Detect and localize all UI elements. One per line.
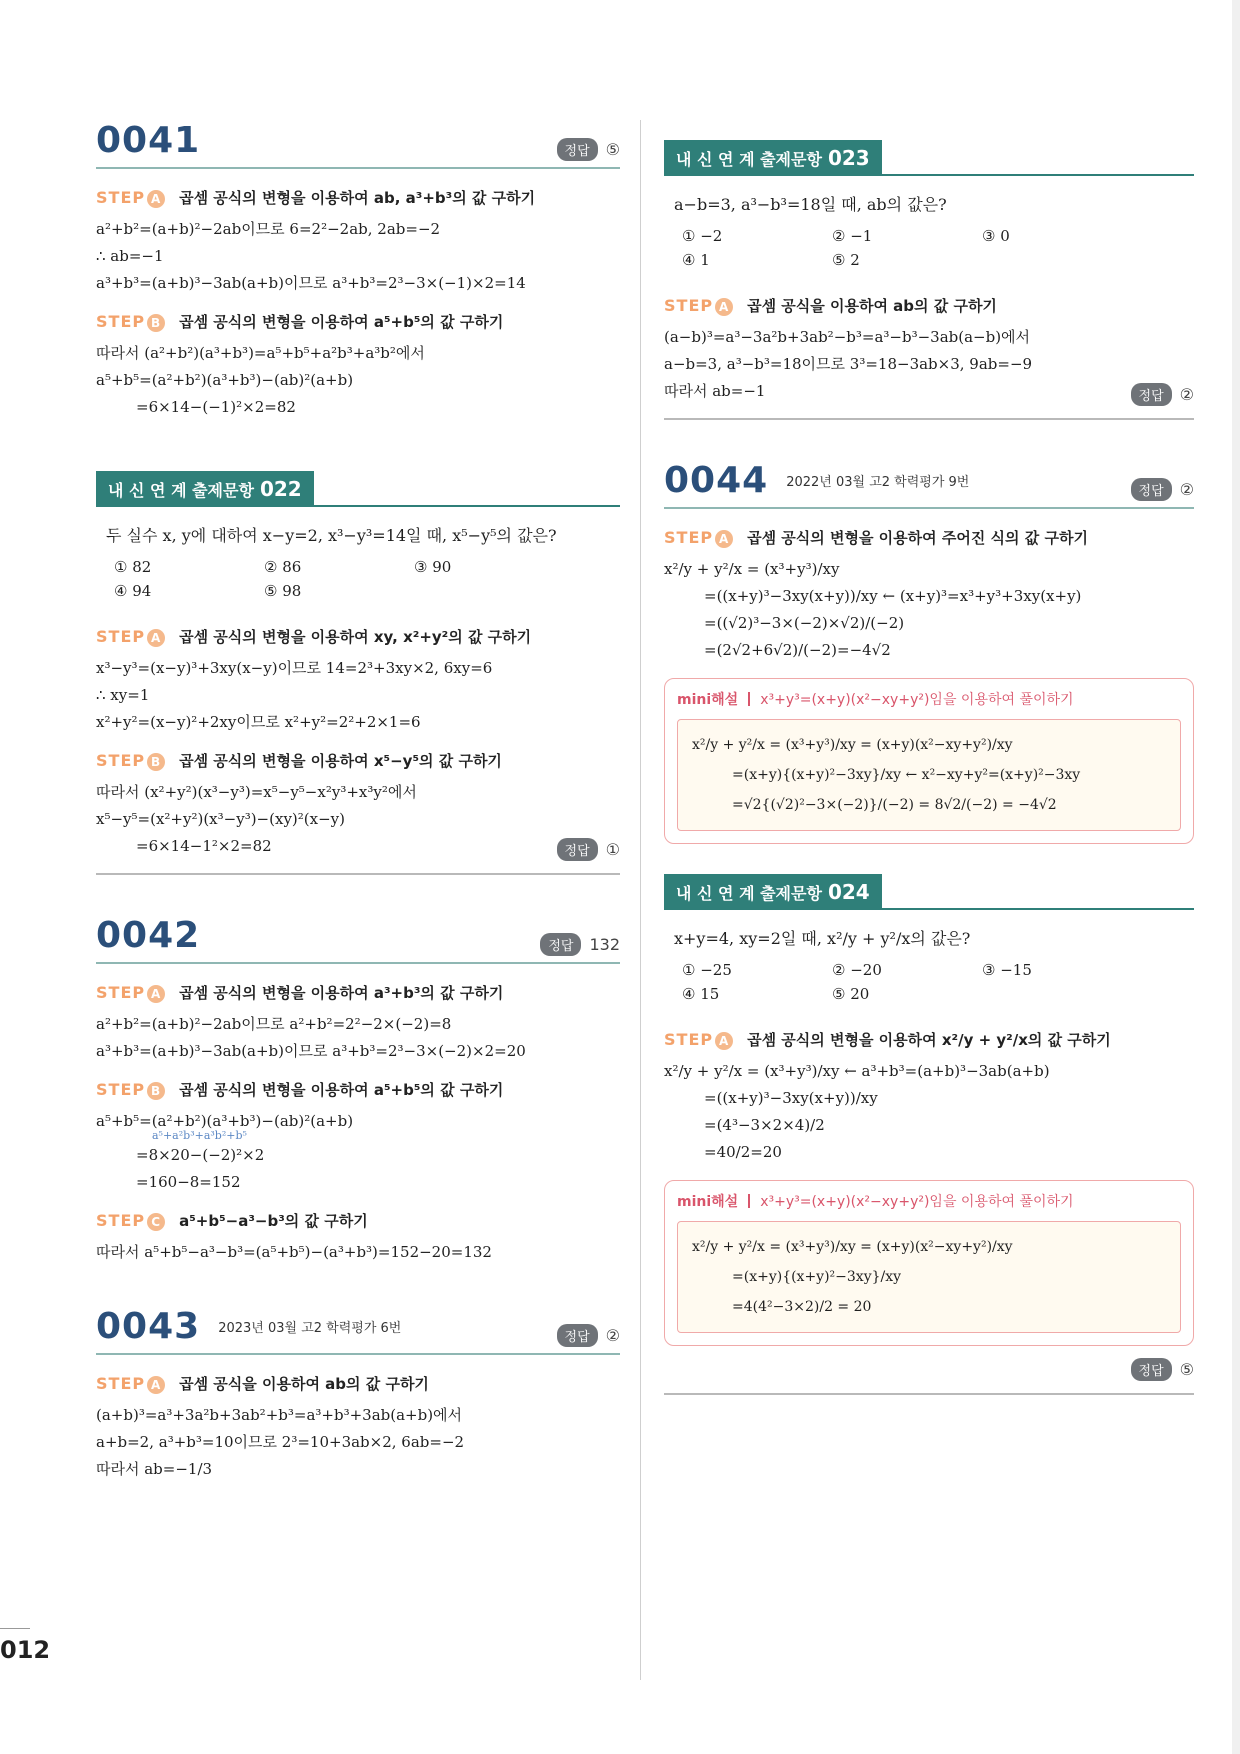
choice: ④ 15 — [682, 985, 720, 1003]
linked-header — [664, 874, 1194, 910]
step-tag: STEP A — [664, 296, 733, 316]
answer-value: ⑤ — [1179, 1360, 1194, 1379]
linked-tab: 내 신 연 계 출제문항 024 — [664, 874, 882, 910]
choice: ⑤ 20 — [832, 985, 870, 1003]
problem-0041 — [96, 120, 620, 421]
linked-rule — [882, 908, 1194, 910]
solution-line: a³+b³=(a+b)³−3ab(a+b)이므로 a³+b³=2³−3×(−2)×2=20 — [96, 1042, 526, 1060]
page-number-rule — [0, 1628, 30, 1629]
solution-line: a+b=2, a³+b³=10이므로 2³=10+3ab×2, 6ab=−2 — [96, 1433, 465, 1451]
linked-problem-023 — [664, 140, 1194, 420]
mini-header — [677, 689, 1181, 709]
answer-badge: 정답 — [557, 138, 598, 161]
step-tag: STEP A — [96, 627, 165, 647]
solution-line: (a+b)³=a³+3a²b+3ab²+b³=a³+b³+3ab(a+b)에서 — [96, 1406, 463, 1424]
linked-tab: 내 신 연 계 출제문항 022 — [96, 471, 314, 507]
linked-footer-rule — [664, 1393, 1194, 1395]
solution-line: (a−b)³=a³−3a²b+3ab²−b³=a³−b³−3ab(a−b)에서 — [664, 328, 1031, 346]
choices — [106, 558, 610, 600]
question-text: a−b=3, a³−b³=18일 때, ab의 값은? — [674, 195, 947, 214]
answer — [540, 933, 620, 956]
step-title: 곱셈 공식의 변형을 이용하여 a³+b³의 값 구하기 — [179, 984, 504, 1002]
step-tag: STEP A — [664, 528, 733, 548]
solution-line: 따라서 ab=−1 — [664, 382, 766, 400]
problem-source: 2023년 03월 고2 학력평가 6번 — [218, 1321, 402, 1336]
solution-line: =(x+y){(x+y)²−3xy}/xy ← x²−xy+y²=(x+y)²−3xy — [732, 767, 1081, 783]
answer-value: ② — [1179, 480, 1194, 499]
solution-line: =((√2)³−3×(−2)×√2)/(−2) — [704, 614, 905, 632]
linked-rule — [882, 174, 1194, 176]
problem-number: 0041 — [96, 120, 201, 161]
solution-line: a⁵+b⁵=(a²+b²)(a³+b³)−(ab)²(a+b) — [96, 1112, 354, 1130]
choices — [674, 961, 1184, 1003]
mini-body — [677, 719, 1181, 831]
solution-line: a⁵+b⁵=(a²+b²)(a³+b³)−(ab)²(a+b) — [96, 371, 354, 389]
solution-line: ∴ xy=1 — [96, 686, 150, 704]
problem-0042 — [96, 915, 620, 1266]
step-tag: STEP B — [96, 751, 165, 771]
question-text: 두 실수 x, y에 대하여 x−y=2, x³−y³=14일 때, x⁵−y⁵의 값은? — [106, 526, 557, 545]
problem-header — [96, 120, 620, 169]
solution-line: a³+b³=(a+b)³−3ab(a+b)이므로 a³+b³=2³−3×(−1)×2=14 — [96, 274, 526, 292]
linked-problem-024 — [664, 874, 1194, 1395]
choice: ② 86 — [264, 558, 302, 576]
step-title: 곱셈 공식의 변형을 이용하여 x²/y + y²/x의 값 구하기 — [747, 1031, 1111, 1049]
choice: ③ 0 — [982, 227, 1010, 245]
choice: ⑤ 2 — [832, 251, 860, 269]
solution-line: =(4³−3×2×4)/2 — [704, 1116, 825, 1134]
solution-line: x²/y + y²/x = (x³+y³)/xy = (x+y)(x²−xy+y²)/xy — [692, 1239, 1013, 1255]
expansion-note: a⁵+a²b³+a³b²+b⁵ — [152, 1129, 247, 1142]
column-divider — [640, 120, 641, 1680]
answer — [557, 138, 620, 161]
step-a — [664, 527, 1194, 548]
problem-number: 0043 — [96, 1306, 201, 1347]
solution-line: 따라서 (a²+b²)(a³+b³)=a⁵+b⁵+a²b³+a³b²에서 — [96, 344, 425, 362]
problem-header — [96, 915, 620, 964]
answer — [1131, 478, 1194, 501]
answer-value: ⑤ — [605, 140, 620, 159]
solution-line: 따라서 ab=−1/3 — [96, 1460, 213, 1478]
step-a — [664, 295, 1194, 316]
solution-line: =4(4²−3×2)/2 = 20 — [732, 1299, 872, 1315]
step-tag: STEP A — [96, 983, 165, 1003]
linked-header — [96, 471, 620, 507]
solution-line: =(x+y){(x+y)²−3xy}/xy — [732, 1269, 902, 1285]
answer-badge: 정답 — [557, 838, 598, 861]
problem-0043 — [96, 1306, 620, 1483]
choice: ① −2 — [682, 227, 723, 245]
answer-badge: 정답 — [1131, 478, 1172, 501]
solution-line: 따라서 (x²+y²)(x³−y³)=x⁵−y⁵−x²y³+x³y²에서 — [96, 783, 417, 801]
solution-line: =(2√2+6√2)/(−2)=−4√2 — [704, 641, 891, 659]
problem-header — [96, 1306, 620, 1355]
choice: ③ 90 — [414, 558, 452, 576]
solution-line: =√2{(√2)²−3×(−2)}/(−2) = 8√2/(−2) = −4√2 — [732, 797, 1057, 813]
choice: ① 82 — [114, 558, 152, 576]
question-text: x+y=4, xy=2일 때, x²/y + y²/x의 값은? — [674, 929, 971, 948]
mini-explanation — [664, 1180, 1194, 1346]
choice: ④ 94 — [114, 582, 152, 600]
answer-badge: 정답 — [557, 1324, 598, 1347]
step-title: 곱셈 공식의 변형을 이용하여 ab, a³+b³의 값 구하기 — [179, 189, 536, 207]
linked-tab: 내 신 연 계 출제문항 023 — [664, 140, 882, 176]
solution-line: =((x+y)³−3xy(x+y))/xy ← (x+y)³=x³+y³+3xy(x+y) — [704, 587, 1082, 605]
answer-badge: 정답 — [540, 933, 581, 956]
solution-line: a−b=3, a³−b³=18이므로 3³=18−3ab×3, 9ab=−9 — [664, 355, 1033, 373]
step-tag: STEP A — [664, 1030, 733, 1050]
step-title: 곱셈 공식의 변형을 이용하여 a⁵+b⁵의 값 구하기 — [179, 1081, 504, 1099]
linked-problem-022 — [96, 471, 620, 875]
mini-title: x³+y³=(x+y)(x²−xy+y²)임을 이용하여 풀이하기 — [760, 1194, 1074, 1210]
step-title: 곱셈 공식을 이용하여 ab의 값 구하기 — [747, 297, 997, 315]
step-tag: STEP A — [96, 1374, 165, 1394]
mini-title: x³+y³=(x+y)(x²−xy+y²)임을 이용하여 풀이하기 — [760, 692, 1074, 708]
step-b — [96, 1079, 620, 1100]
linked-body — [664, 176, 1194, 281]
step-tag: STEP A — [96, 188, 165, 208]
solution-line: a²+b²=(a+b)²−2ab이므로 6=2²−2ab, 2ab=−2 — [96, 220, 441, 238]
answer-badge: 정답 — [1131, 383, 1172, 406]
solution-line: x²/y + y²/x = (x³+y³)/xy — [664, 560, 840, 578]
step-title: 곱셈 공식을 이용하여 ab의 값 구하기 — [179, 1375, 429, 1393]
solution-line: =40/2=20 — [704, 1143, 782, 1161]
mini-body — [677, 1221, 1181, 1333]
solution-line: =6×14−(−1)²×2=82 — [136, 398, 296, 416]
step-tag: STEP B — [96, 1080, 165, 1100]
choice: ③ −15 — [982, 961, 1032, 979]
step-title: 곱셈 공식의 변형을 이용하여 xy, x²+y²의 값 구하기 — [179, 628, 532, 646]
answer-badge: 정답 — [1131, 1358, 1172, 1381]
step-title: 곱셈 공식의 변형을 이용하여 a⁵+b⁵의 값 구하기 — [179, 313, 504, 331]
mini-label: mini해설 — [677, 1194, 739, 1210]
mini-label: mini해설 — [677, 692, 739, 708]
page-number: 012 — [0, 1636, 51, 1664]
step-a — [96, 626, 620, 647]
linked-rule — [314, 505, 620, 507]
choice: ① −25 — [682, 961, 732, 979]
page-edge — [1232, 0, 1240, 1754]
solution-line: x²+y²=(x−y)²+2xy이므로 x²+y²=2²+2×1=6 — [96, 713, 421, 731]
choices — [674, 227, 1184, 269]
solution-line: =6×14−1²×2=82 — [136, 837, 272, 855]
solution-line: x²/y + y²/x = (x³+y³)/xy = (x+y)(x²−xy+y²)/xy — [692, 737, 1013, 753]
problem-header — [664, 460, 1194, 509]
step-a — [96, 982, 620, 1003]
linked-header — [664, 140, 1194, 176]
solution-line: =((x+y)³−3xy(x+y))/xy — [704, 1089, 878, 1107]
solution-line: ∴ ab=−1 — [96, 247, 164, 265]
step-a — [96, 1373, 620, 1394]
answer-value: 132 — [589, 935, 620, 954]
right-column — [664, 120, 1194, 1395]
step-tag: STEP B — [96, 312, 165, 332]
step-a — [664, 1029, 1194, 1050]
step-title: 곱셈 공식의 변형을 이용하여 x⁵−y⁵의 값 구하기 — [179, 752, 502, 770]
solution-line: a²+b²=(a+b)²−2ab이므로 a²+b²=2²−2×(−2)=8 — [96, 1015, 452, 1033]
answer — [664, 1358, 1194, 1381]
mini-explanation — [664, 678, 1194, 844]
answer — [557, 1324, 620, 1347]
solution-line: =160−8=152 — [136, 1173, 241, 1191]
solution-line: x⁵−y⁵=(x²+y²)(x³−y³)−(xy)²(x−y) — [96, 810, 345, 828]
solution-line: =8×20−(−2)²×2 — [136, 1146, 265, 1164]
left-column — [96, 120, 620, 1483]
answer-value: ① — [605, 840, 620, 859]
solution-line: x³−y³=(x−y)³+3xy(x−y)이므로 14=2³+3xy×2, 6xy=6 — [96, 659, 493, 677]
problem-number: 0042 — [96, 915, 201, 956]
step-a — [96, 187, 620, 208]
choice: ⑤ 98 — [264, 582, 302, 600]
linked-body — [96, 507, 620, 612]
problem-0044 — [664, 460, 1194, 844]
answer-value: ② — [605, 1326, 620, 1345]
linked-body — [664, 910, 1194, 1015]
step-tag: STEP C — [96, 1211, 165, 1231]
solution-line: x²/y + y²/x = (x³+y³)/xy ← a³+b³=(a+b)³−3ab(a+b) — [664, 1062, 1050, 1080]
step-b — [96, 750, 620, 771]
choice: ② −20 — [832, 961, 882, 979]
solution-line: 따라서 a⁵+b⁵−a³−b³=(a⁵+b⁵)−(a³+b³)=152−20=132 — [96, 1243, 492, 1261]
problem-number: 0044 — [664, 460, 769, 501]
answer-value: ② — [1179, 385, 1194, 404]
step-b — [96, 311, 620, 332]
step-title: 곱셈 공식의 변형을 이용하여 주어진 식의 값 구하기 — [747, 529, 1088, 547]
choice: ② −1 — [832, 227, 873, 245]
choice: ④ 1 — [682, 251, 710, 269]
problem-source: 2022년 03월 고2 학력평가 9번 — [786, 475, 970, 490]
mini-header — [677, 1191, 1181, 1211]
step-title: a⁵+b⁵−a³−b³의 값 구하기 — [179, 1212, 368, 1230]
step-c — [96, 1210, 620, 1231]
